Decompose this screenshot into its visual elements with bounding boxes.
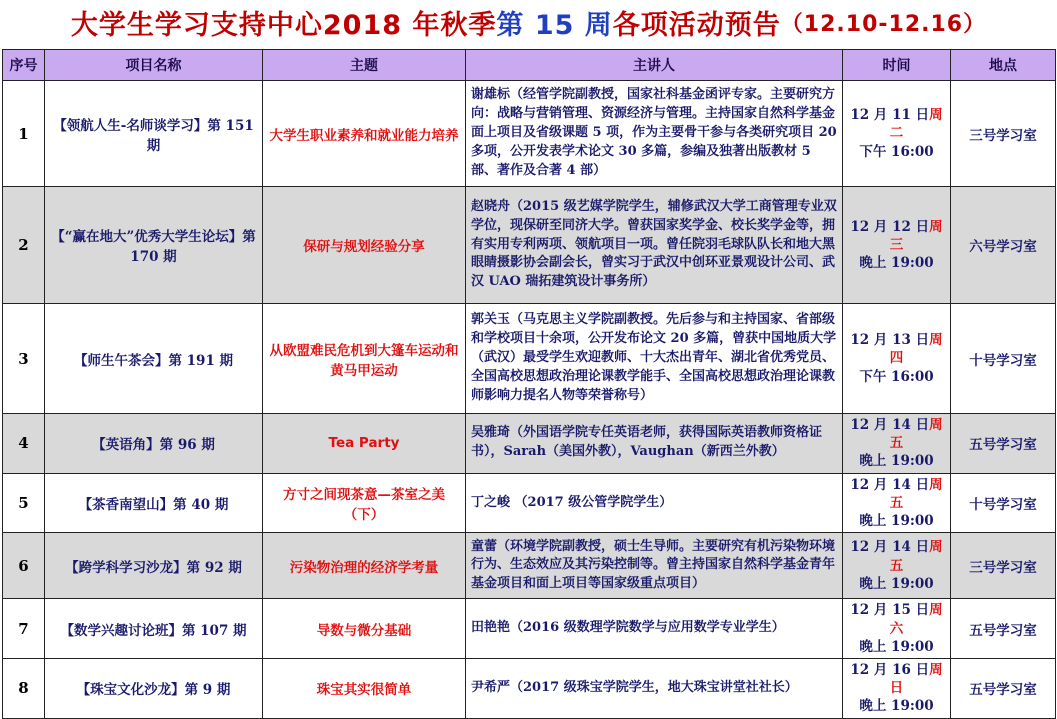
- row-weekday: 周四: [889, 332, 943, 367]
- row-theme: 保研与规划经验分享: [263, 187, 466, 304]
- title-prefix: 大学生学习支持中心2018 年秋季: [70, 9, 497, 41]
- row-no: 1: [3, 81, 45, 187]
- table-row: [3, 658, 1056, 718]
- row-clock: 下午 16:00: [859, 368, 934, 385]
- row-no: 7: [3, 599, 45, 659]
- row-clock: 晚上 19:00: [859, 513, 934, 530]
- row-speaker: 吴雅琦（外国语学院专任英语老师，获得国际英语教师资格证书），Sarah（美国外教），Vaughan（新西兰外教）: [466, 414, 843, 474]
- row-project: 【英语角】第 96 期: [45, 414, 263, 474]
- row-time: [843, 473, 951, 533]
- row-place: 五号学习室: [951, 414, 1056, 474]
- row-clock: 下午 16:00: [859, 143, 934, 160]
- row-speaker: 田艳艳（2016 级数理学院数学与应用数学专业学生）: [466, 599, 843, 659]
- row-project: 【茶香南望山】第 40 期: [45, 473, 263, 533]
- table-row: [3, 533, 1056, 599]
- row-weekday: 周五: [889, 476, 943, 511]
- table-header-row: [3, 50, 1056, 81]
- row-clock: 晚上 19:00: [859, 453, 934, 470]
- row-speaker: 丁之峻 （2017 级公管学院学生）: [466, 473, 843, 533]
- row-project: 【珠宝文化沙龙】第 9 期: [45, 658, 263, 718]
- row-time: [843, 414, 951, 474]
- row-weekday: 周三: [889, 218, 943, 253]
- row-clock: 晚上 19:00: [859, 255, 934, 272]
- row-theme: 珠宝其实很简单: [263, 658, 466, 718]
- title-date-range: （12.10-12.16）: [780, 11, 987, 37]
- row-project: 【领航人生-名师谈学习】第 151 期: [45, 81, 263, 187]
- row-date: 12 月 16 日: [850, 661, 930, 678]
- row-time: [843, 187, 951, 304]
- header-time: 时间: [843, 50, 951, 81]
- schedule-table: [2, 49, 1056, 719]
- row-project: 【“赢在地大”优秀大学生论坛】第 170 期: [45, 187, 263, 304]
- row-theme: Tea Party: [263, 414, 466, 474]
- row-no: 2: [3, 187, 45, 304]
- row-speaker: 童蕾（环境学院副教授，硕士生导师。主要研究有机污染物环境行为、生态效应及其污染控制等。曾主持国家自然科学基金青年基金项目和面上项目等国家级重点项目）: [466, 533, 843, 599]
- row-date: 12 月 14 日: [850, 417, 930, 433]
- row-project: 【数学兴趣讨论班】第 107 期: [45, 599, 263, 659]
- row-date: 12 月 12 日: [850, 218, 930, 235]
- row-project: 【跨学科学习沙龙】第 92 期: [45, 533, 263, 599]
- row-place: 五号学习室: [951, 658, 1056, 718]
- row-weekday: 周五: [889, 417, 943, 452]
- table-row: [3, 599, 1056, 659]
- header-no: 序号: [3, 50, 45, 81]
- row-speaker: 赵晓舟（2015 级艺媒学院学生，辅修武汉大学工商管理专业双学位，现保研至同济大学。曾获国家奖学金、校长奖学金等，拥有实用专利两项、领航项目一项。曾任院羽毛球队队长和地大黑眼睛摄影协会副会长，曾实习于武汉中创环亚景观设计公司、武汉 UAO 瑞拓建筑设计事务所）: [466, 187, 843, 304]
- row-time: [843, 81, 951, 187]
- row-date: 12 月 14 日: [850, 476, 930, 493]
- row-speaker: 尹希严（2017 级珠宝学院学生，地大珠宝讲堂社社长）: [466, 658, 843, 718]
- row-date: 12 月 11 日: [850, 107, 930, 124]
- row-weekday: 周六: [889, 602, 943, 637]
- row-no: 8: [3, 658, 45, 718]
- row-place: 五号学习室: [951, 599, 1056, 659]
- header-place: 地点: [951, 50, 1056, 81]
- table-row: [3, 187, 1056, 304]
- row-no: 4: [3, 414, 45, 474]
- row-time: [843, 599, 951, 659]
- row-time: [843, 304, 951, 414]
- title-suffix: 各项活动预告: [612, 9, 781, 41]
- row-place: 十号学习室: [951, 304, 1056, 414]
- row-no: 5: [3, 473, 45, 533]
- header-theme: 主题: [263, 50, 466, 81]
- row-theme: 大学生职业素养和就业能力培养: [263, 81, 466, 187]
- row-place: 三号学习室: [951, 533, 1056, 599]
- row-no: 3: [3, 304, 45, 414]
- title-week: 第 15 周: [496, 9, 613, 41]
- row-date: 12 月 13 日: [850, 332, 930, 349]
- row-speaker: 郭关玉（马克思主义学院副教授。先后参与和主持国家、省部级和学校项目十余项，公开发布论文 20 多篇，曾获中国地质大学（武汉）最受学生欢迎教师、十大杰出青年、湖北省优秀党员、全国高校思想政治理论课教学能手、全国高校思想政治理论课教师影响力提名人物等荣誉称号）: [466, 304, 843, 414]
- row-place: 三号学习室: [951, 81, 1056, 187]
- row-theme: 方寸之间现茶意—茶室之美（下）: [263, 473, 466, 533]
- header-project: 项目名称: [45, 50, 263, 81]
- row-project: 【师生午茶会】第 191 期: [45, 304, 263, 414]
- row-theme: 从欧盟难民危机到大篷车运动和黄马甲运动: [263, 304, 466, 414]
- row-speaker: 谢雄标（经管学院副教授，国家社科基金函评专家。主要研究方向：战略与营销管理、资源经济与管理。主持国家自然科学基金面上项目及省级课题 5 项，作为主要骨干参与各类研究项目 20 多项，公开发表学术论文 30 多篇，参编及独著出版教材 5 部、著作及合著 4 部）: [466, 81, 843, 187]
- row-date: 12 月 15 日: [850, 602, 930, 619]
- table-row: [3, 473, 1056, 533]
- row-weekday: 周五: [889, 539, 943, 574]
- table-row: [3, 414, 1056, 474]
- table-row: [3, 81, 1056, 187]
- row-place: 十号学习室: [951, 473, 1056, 533]
- row-place: 六号学习室: [951, 187, 1056, 304]
- row-theme: 污染物治理的经济学考量: [263, 533, 466, 599]
- row-weekday: 周二: [889, 107, 943, 142]
- row-clock: 晚上 19:00: [859, 638, 934, 655]
- table-row: [3, 304, 1056, 414]
- row-time: [843, 533, 951, 599]
- row-clock: 晚上 19:00: [859, 698, 934, 715]
- row-time: [843, 658, 951, 718]
- row-theme: 导数与微分基础: [263, 599, 466, 659]
- row-weekday: 周日: [889, 661, 943, 697]
- page-title: [0, 0, 1057, 44]
- row-date: 12 月 14 日: [850, 539, 930, 556]
- header-speaker: 主讲人: [466, 50, 843, 81]
- row-no: 6: [3, 533, 45, 599]
- row-clock: 晚上 19:00: [859, 575, 934, 592]
